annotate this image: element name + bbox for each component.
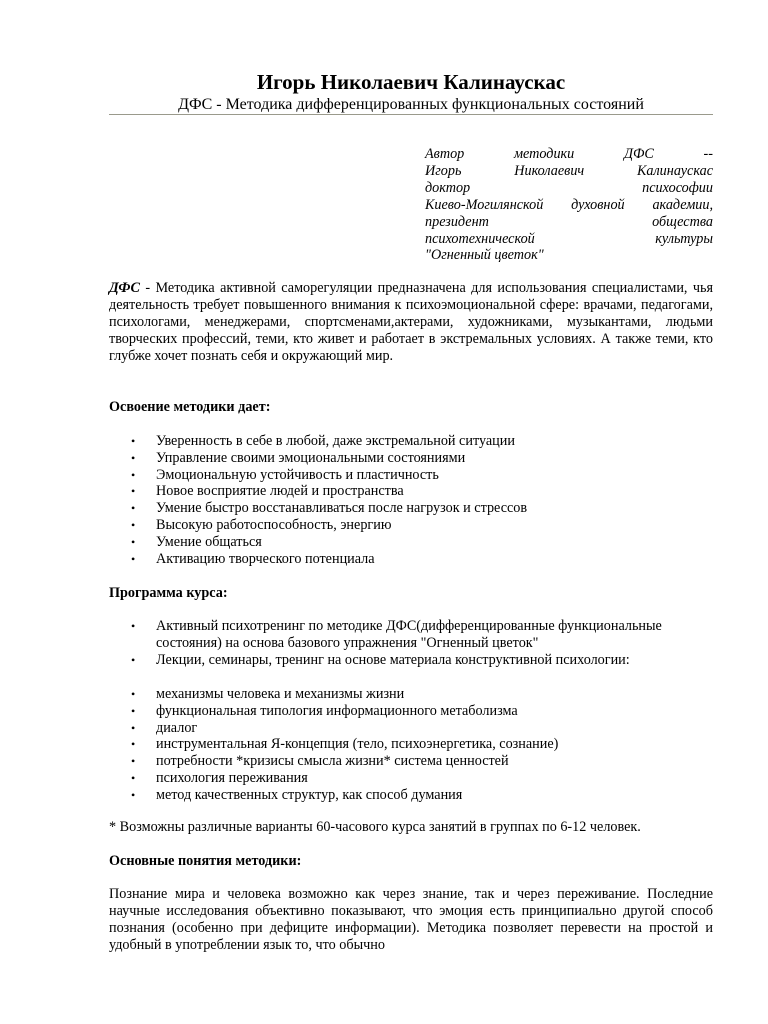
intro-text: - Методика активной саморегуляции предназначена для использования специалистами, чья деятельность требует повышенного внимания к психоэмоциональной сфере: врачами, педагогами, психологами, менеджерами, спортсменами,актерами, художниками, музыкантами, людьми творческих профессий, теми, кто живет и работает в экстремальных условиях. А также теми, кто глубже хочет познать себя и окружающий мир. (109, 280, 713, 364)
author-line: Киево-Могилянской духовной академии, (425, 196, 713, 213)
bullet-icon: • (131, 720, 136, 735)
intro-term: ДФС (109, 280, 140, 296)
bullet-icon: • (131, 450, 136, 465)
list-item: • Лекции, семинары, тренинг на основе материала конструктивной психологии: (131, 651, 630, 668)
list-item: • Новое восприятие людей и пространства (131, 483, 404, 500)
bullet-icon: • (131, 434, 136, 448)
bullet-icon: • (131, 517, 136, 532)
intro-paragraph (109, 280, 713, 365)
list-item: • Управление своими эмоциональными состояниями (131, 449, 466, 466)
list-item: • Уверенность в себе в любой, даже экстремальной ситуации (131, 433, 515, 449)
bullet-icon: • (131, 484, 136, 499)
list-item: • Умение быстро восстанавливаться после нагрузок и стрессов (131, 500, 528, 517)
program-heading: Программа курса: (109, 585, 228, 601)
list-item: • Активный психотренинг по методике ДФС(дифференцированные функциональные состояния) на основа базового упражнения "Огненный цветок" (131, 618, 662, 651)
bullet-icon: • (131, 534, 136, 549)
bullet-icon: • (131, 770, 136, 785)
concepts-paragraph: Познание мира и человека возможно как через знание, так и через переживание. Последние научные исследования объективно показывают, что эмоция есть принципиально другой способ познания (особенно при дефиците информации). Методика позволяет перевести на простой и удобный в употреблении язык то, что обычно (109, 886, 713, 953)
author-line: психотехнической культуры (425, 230, 713, 247)
benefits-list (109, 433, 713, 567)
bullet-icon: • (131, 737, 136, 752)
author-line: "Огненный цветок" (425, 247, 544, 264)
bullet-icon: • (131, 652, 136, 667)
list-item: • диалог (131, 719, 198, 736)
bullet-icon: • (131, 787, 136, 802)
list-item: • Активацию творческого потенциала (131, 550, 375, 567)
list-item: • механизмы человека и механизмы жизни (131, 686, 405, 702)
list-item: • метод качественных структур, как способ думания (131, 786, 463, 803)
bullet-icon: • (131, 551, 136, 566)
list-item: • Умение общаться (131, 533, 262, 550)
author-line: Игорь Николаевич Калинаускас (425, 162, 713, 179)
list-item: • потребности *кризисы смысла жизни* система ценностей (131, 753, 509, 770)
author-line: доктор психософии (425, 179, 713, 196)
bullet-icon: • (131, 687, 136, 701)
bullet-icon: • (131, 619, 136, 633)
bullet-icon: • (131, 754, 136, 769)
author-line: Автор методики ДФС -- (425, 146, 713, 162)
list-item: • инструментальная Я-концепция (тело, психоэнергетика, сознание) (131, 736, 559, 753)
bullet-icon: • (131, 467, 136, 482)
bullet-icon: • (131, 703, 136, 718)
course-note: * Возможны различные варианты 60-часового курса занятий в группах по 6-12 человек. (109, 819, 641, 835)
program-sublist (109, 686, 713, 804)
benefits-heading: Освоение методики дает: (109, 399, 271, 415)
author-block (425, 146, 713, 264)
document-title: Игорь Николаевич Калинаускас (256, 70, 566, 94)
program-list (109, 618, 713, 668)
document-subtitle: ДФС - Методика дифференцированных функциональных состояний (178, 96, 644, 113)
list-item: • психология переживания (131, 769, 308, 786)
list-item: • Эмоциональную устойчивость и пластичность (131, 466, 439, 483)
author-line: президент общества (425, 213, 713, 230)
bullet-icon: • (131, 501, 136, 516)
concepts-heading: Основные понятия методики: (109, 853, 302, 869)
list-item: • функциональная типология информационного метаболизма (131, 702, 518, 719)
header-divider (109, 114, 713, 115)
list-item: • Высокую работоспособность, энергию (131, 516, 392, 533)
